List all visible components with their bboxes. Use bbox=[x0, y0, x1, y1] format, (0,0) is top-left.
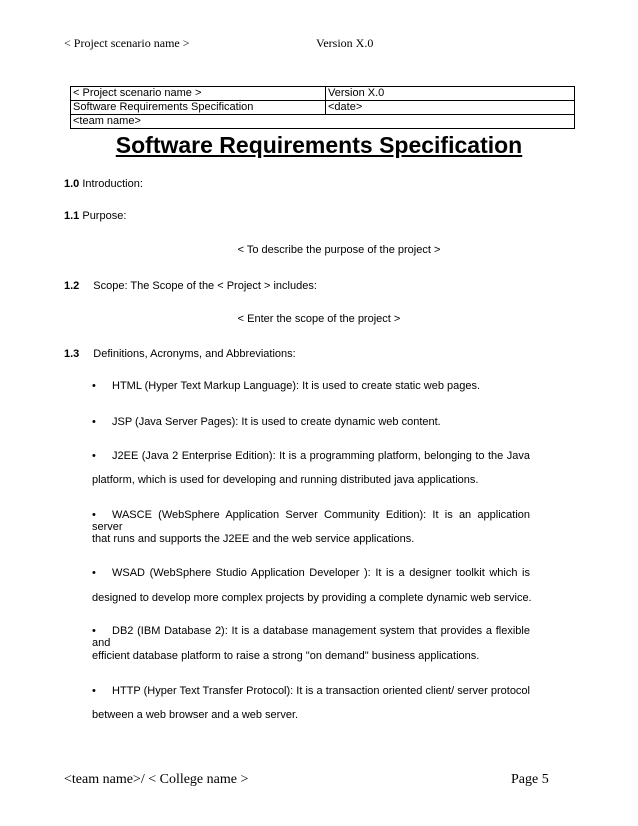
table-cell: < Project scenario name > bbox=[71, 87, 326, 101]
section-heading: Definitions, Acronyms, and Abbreviations: bbox=[93, 348, 296, 360]
scope-body: < Enter the scope of the project > bbox=[237, 313, 401, 325]
bullet-icon: • bbox=[92, 380, 96, 392]
list-item bbox=[92, 625, 530, 649]
section-heading: Introduction: bbox=[79, 178, 143, 190]
table-cell: Version X.0 bbox=[326, 87, 575, 101]
section-number: 1.3 bbox=[64, 348, 80, 360]
list-item bbox=[92, 685, 530, 697]
list-item bbox=[92, 450, 530, 462]
list-item-text: WSAD (WebSphere Studio Application Developer ): It is a designer toolkit which is bbox=[112, 567, 530, 579]
section-heading: Scope: The Scope of the < Project > includes: bbox=[93, 280, 317, 292]
bullet-icon: • bbox=[92, 450, 96, 462]
page-number: Page 5 bbox=[511, 772, 549, 787]
page-header-left: < Project scenario name > bbox=[64, 36, 190, 50]
purpose-body: < To describe the purpose of the project > bbox=[237, 244, 441, 256]
list-item-text: DB2 (IBM Database 2): It is a database management system that provides a flexible and bbox=[92, 625, 530, 649]
table-cell: Software Requirements Specification bbox=[71, 101, 326, 115]
list-item-text: JSP (Java Server Pages): It is used to create dynamic web content. bbox=[112, 416, 441, 428]
table-row bbox=[71, 115, 575, 129]
list-item-continuation: designed to develop more complex projects by providing a complete dynamic web service. bbox=[92, 592, 532, 604]
page-header-version: Version X.0 bbox=[316, 36, 374, 50]
bullet-icon: • bbox=[92, 509, 96, 521]
list-item-text: HTTP (Hyper Text Transfer Protocol): It is a transaction oriented client/ server protocol bbox=[112, 685, 530, 697]
table-row bbox=[71, 101, 575, 115]
section-purpose bbox=[64, 210, 126, 222]
list-item-text: J2EE (Java 2 Enterprise Edition): It is a programming platform, belonging to the Java bbox=[112, 450, 530, 462]
list-item bbox=[92, 416, 530, 428]
table-cell: <date> bbox=[326, 101, 575, 115]
list-item-text: WASCE (WebSphere Application Server Community Edition): It is an application server bbox=[92, 509, 530, 533]
section-introduction bbox=[64, 178, 143, 190]
table-row bbox=[71, 87, 575, 101]
bullet-icon: • bbox=[92, 625, 96, 637]
list-item bbox=[92, 509, 530, 533]
bullet-icon: • bbox=[92, 416, 96, 428]
section-number: 1.1 bbox=[64, 210, 80, 222]
list-item-continuation: platform, which is used for developing and running distributed java applications. bbox=[92, 474, 479, 486]
list-item-continuation: that runs and supports the J2EE and the web service applications. bbox=[92, 533, 415, 545]
bullet-icon: • bbox=[92, 567, 96, 579]
section-number: 1.0 bbox=[64, 178, 80, 190]
list-item bbox=[92, 567, 530, 579]
section-scope bbox=[64, 280, 317, 292]
table-cell: <team name> bbox=[71, 115, 575, 129]
document-title: Software Requirements Specification bbox=[115, 132, 523, 158]
list-item-continuation: between a web browser and a web server. bbox=[92, 709, 299, 721]
section-number: 1.2 bbox=[64, 280, 80, 292]
section-definitions bbox=[64, 348, 296, 360]
section-heading: Purpose: bbox=[79, 210, 127, 222]
page-footer-left: <team name>/ < College name > bbox=[64, 772, 249, 787]
bullet-icon: • bbox=[92, 685, 96, 697]
list-item-continuation: efficient database platform to raise a strong "on demand" business applications. bbox=[92, 650, 480, 662]
list-item bbox=[92, 380, 530, 392]
document-info-table bbox=[70, 86, 575, 129]
list-item-text: HTML (Hyper Text Markup Language): It is used to create static web pages. bbox=[112, 380, 481, 392]
